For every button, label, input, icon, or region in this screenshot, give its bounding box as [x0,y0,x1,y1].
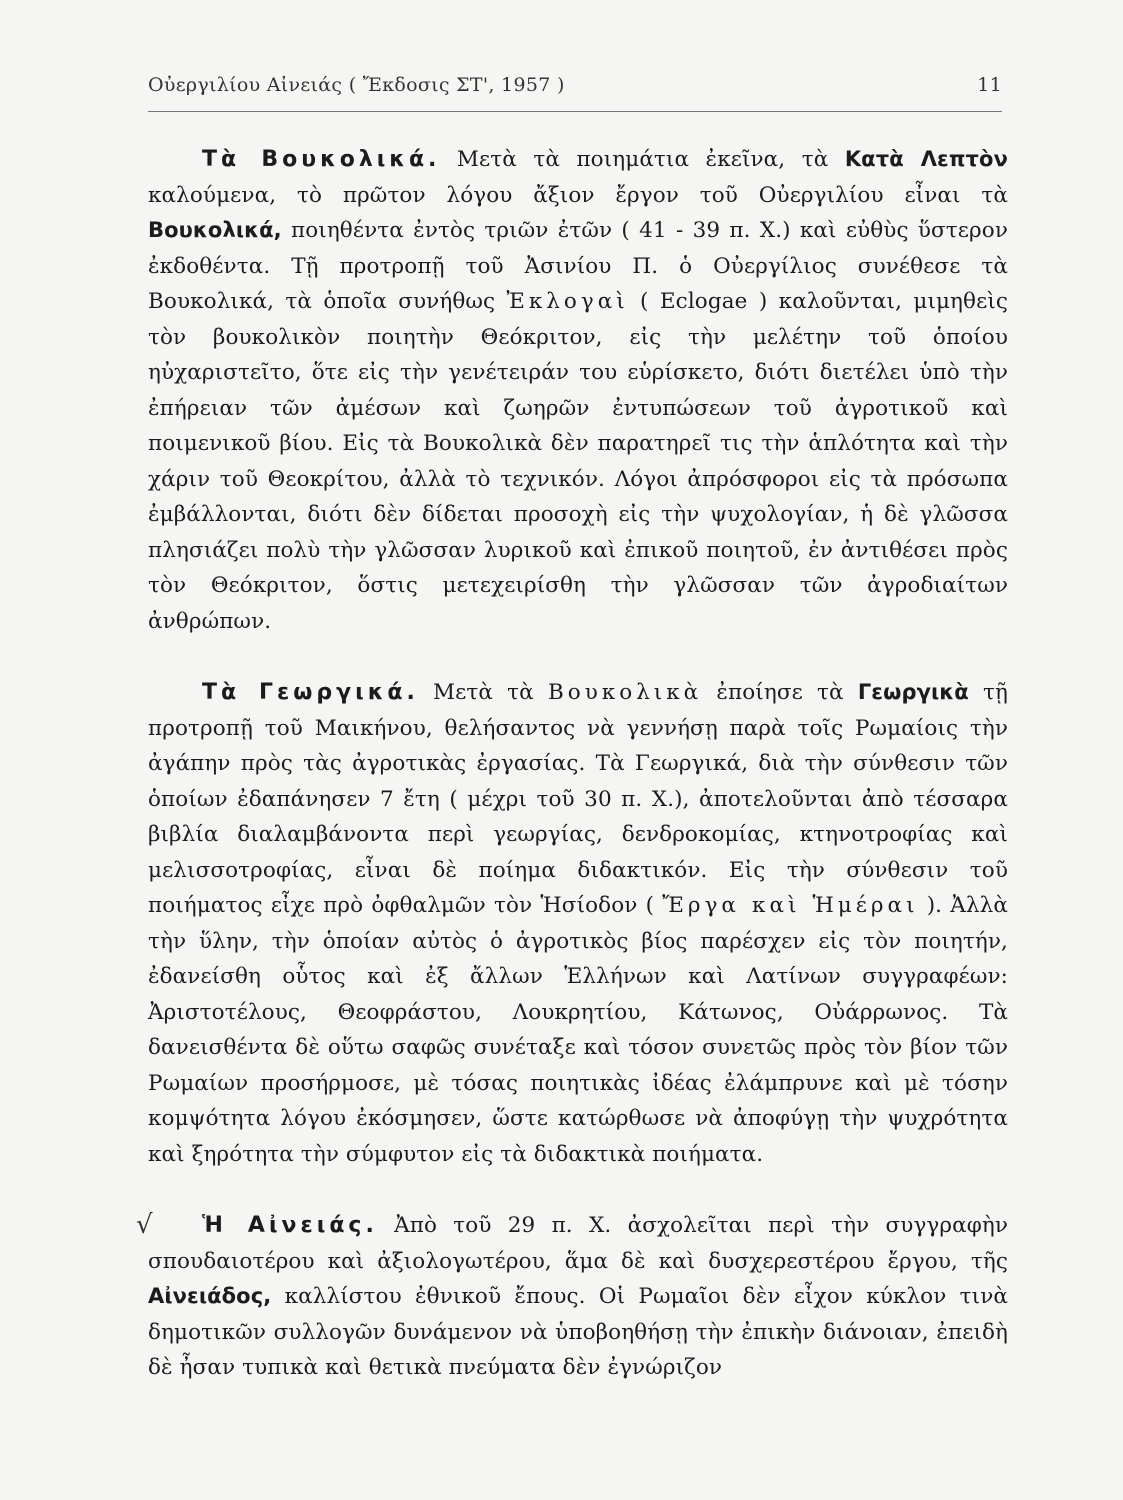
bucolics-text-6: ( Eclogae ) καλοῦνται, μιμηθεὶς τὸν βουκολικὸν ποιητὴν Θεόκριτον, εἰς τὴν μελέτην τοῦ ὁποίου ηὐχαριστεῖτο, ὅτε εἰς τὴν γενέτειράν του εὑρίσκετο, διότι διετέλει ὑπὸ τὴν ἐπήρειαν τῶν ἀμέσων καὶ ζωηρῶν ἐντυπώσεων τοῦ ἀγροτικοῦ καὶ ποιμενικοῦ βίου. Εἰς τὰ Βουκολικὰ δὲν παρατηρεῖ τις τὴν ἁπλότητα καὶ τὴν χάριν τοῦ Θεοκρίτου, ἀλλὰ τὸ τεχνικόν. Λόγοι ἀπρόσφοροι εἰς τὰ πρόσωπα ἐμβάλλονται, διότι δὲν δίδεται προσοχὴ εἰς τὴν ψυχολογίαν, ἡ δὲ γλῶσσα πλησιάζει πολὺ τὴν γλῶσσαν λυρικοῦ καὶ ἐπικοῦ ποιητοῦ, ἐν ἀντιθέσει πρὸς τὸν Θεόκριτον, ὅστις μετεχειρίσθη τὴν γλῶσσαν τῶν ἀγροδιαίτων ἀνθρώπων. [148,289,1008,634]
georgics-text-3: Γεωργικὰ [857,680,969,704]
running-header [148,74,1002,96]
page-number: 11 [977,74,1002,96]
aeneid-section [136,1208,1009,1386]
georgics-text-0: Μετὰ τὰ [418,680,548,705]
bucolics-text-1: Κατὰ Λεπτὸν [844,147,1008,171]
bucolics-text-5: Ἐκλογαὶ [506,289,629,314]
paragraph-georgics [148,675,1008,1172]
bucolics-text-0: Μετὰ τὰ ποιημάτια ἐκεῖνα, τὰ [440,147,845,172]
bucolics-text-4: ποιηθέντα ἐντὸς τριῶν ἐτῶν ( 41 - 39 π. Χ.) καὶ εὐθὺς ὕστερον ἐκδοθέντα. Τῇ προτροπῇ τοῦ Ἀσινίου Π. ὁ Οὐεργίλιος συνέθεσε τὰ Βουκολικά, τὰ ὁποῖα συνήθως [148,218,1008,314]
georgics-text-2: ἐποίησε τὰ [702,680,858,705]
page-body [136,142,1009,1386]
georgics-text-5: Ἔργα καὶ Ἡμέραι [662,893,919,918]
georgics-text-1: Βουκολικὰ [547,680,703,705]
aeneid-text-0: Ἀπὸ τοῦ 29 π. Χ. ἀσχολεῖται περὶ τὴν συγγραφὴν σπουδαιοτέρου καὶ ἀξιολογωτέρου, ἅμα δὲ καὶ δυσχερεστέρου ἔργου, τῆς [148,1213,1009,1274]
paragraph-aeneid [148,1208,1008,1386]
section-title-bucolics: Τὰ Βουκολικά. [202,147,441,172]
section-title-georgics: Τὰ Γεωργικά. [202,680,419,705]
checkmark-icon: √ [136,1210,153,1240]
section-title-aeneid: Ἡ Αἰνειάς. [202,1213,378,1238]
header-rule [148,111,1002,112]
georgics-text-6: ). Ἀλλὰ τὴν ὕλην, τὴν ὁποίαν αὐτὸς ὁ ἀγροτικὸς βίος παρέσχεν εἰς τὸν ποιητήν, ἐδανείσθη οὗτος καὶ ἐξ ἄλλων Ἑλλήνων καὶ Λατίνων συγγραφέων: Ἀριστοτέλους, Θεοφράστου, Λουκρητίου, Κάτωνος, Οὐάρρωνος. Τὰ δανεισθέντα δὲ οὕτω σαφῶς συνέταξε καὶ τόσον συνετῶς πρὸς τὸν βίον τῶν Ρωμαίων προσήρμοσε, μὲ τόσας ποιητικὰς ἰδέας ἐλάμπρυνε καὶ μὲ τόσην κομψότητα λόγου ἐκόσμησεν, ὥστε κατώρθωσε νὰ ἀποφύγῃ τὴν ψυχρότητα καὶ ξηρότητα τὴν σύμφυτον εἰς τὰ διδακτικὰ ποιήματα. [148,893,1008,1167]
bucolics-text-2: καλούμενα, τὸ πρῶτον λόγου ἄξιον ἔργον τοῦ Οὐεργιλίου εἶναι τὰ [148,182,1008,208]
bucolics-text-3: Βουκολικά, [148,218,282,242]
aeneid-text-1: Αἰνειάδος, [148,1284,272,1308]
georgics-text-4: τῇ προτροπῇ τοῦ Μαικήνου, θελήσαντος νὰ γεννήσῃ παρὰ τοῖς Ρωμαίοις τὴν ἀγάπην πρὸς τὰς ἀγροτικὰς ἐργασίας. Τὰ Γεωργικά, διὰ τὴν σύνθεσιν τῶν ὁποίων ἐδαπάνησεν 7 ἔτη ( μέχρι τοῦ 30 π. Χ.), ἀποτελοῦνται ἀπὸ τέσσαρα βιβλία διαλαμβάνοντα περὶ γεωργίας, δενδροκομίας, κτηνοτροφίας καὶ μελισσοτροφίας, εἶναι δὲ ποίημα διδακτικόν. Εἰς τὴν σύνθεσιν τοῦ ποιήματος εἶχε πρὸ ὀφθαλμῶν τὸν Ἡσίοδον ( [148,680,1008,918]
aeneid-text-2: καλλίστου ἐθνικοῦ ἔπους. Οἱ Ρωμαῖοι δὲν εἶχον κύκλον τινὰ δημοτικῶν συλλογῶν δυνάμενον νὰ ὑποβοηθήσῃ τὴν ἐπικὴν διάνοιαν, ἐπειδὴ δὲ ἦσαν τυπικὰ καὶ θετικὰ πνεύματα δὲν ἐγνώριζον [148,1284,1008,1380]
paragraph-bucolics [148,142,1008,639]
running-title: Οὐεργιλίου Αἰνειάς ( Ἔκδοσις ΣΤ', 1957 ) [148,74,565,96]
